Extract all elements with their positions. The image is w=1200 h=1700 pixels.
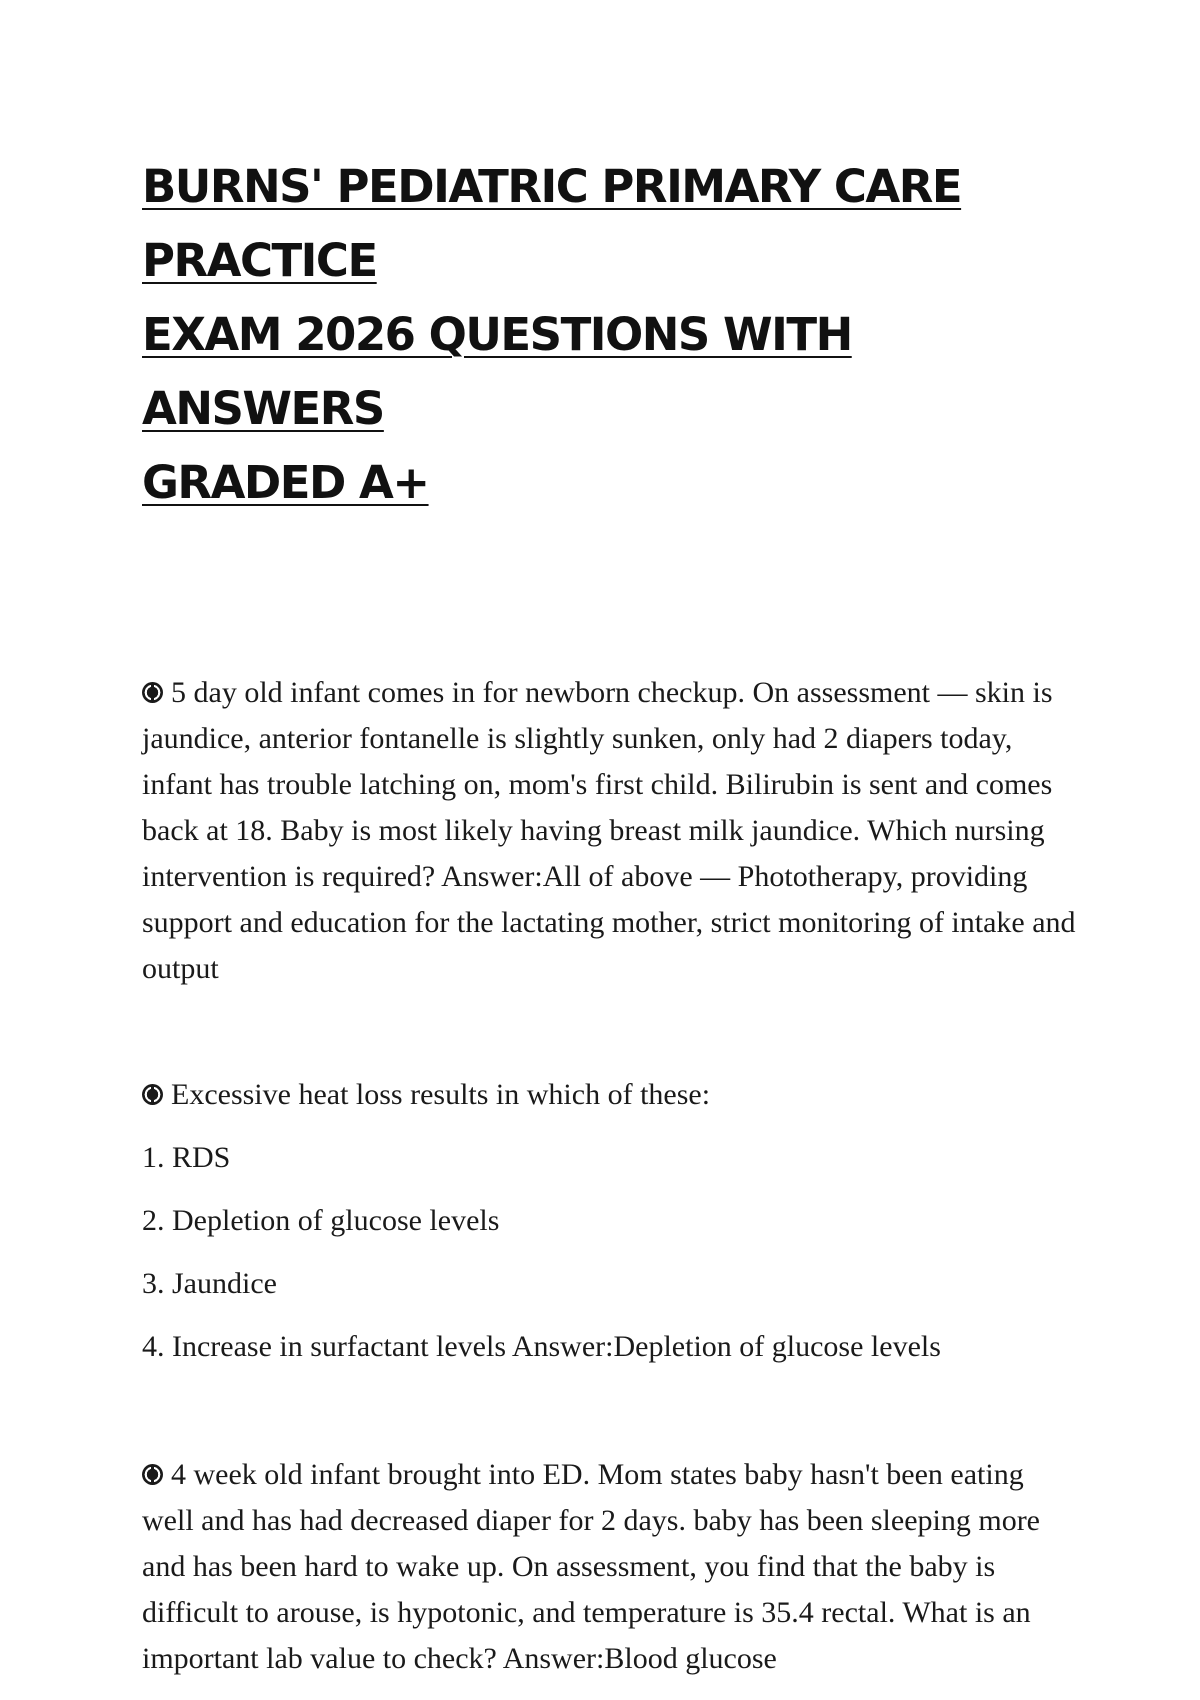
title-line-2: EXAM 2026 QUESTIONS WITH ANSWERS (142, 308, 852, 435)
question-1 (142, 670, 1082, 992)
question-3-text: 4 week old infant brought into ED. Mom states baby hasn't been eating well and has had decreased diaper for 2 days. baby has been sleeping more and has been hard to wake up. On assessment, you find that the baby is difficult to arouse, is hypotonic, and temperature is 35.4 rectal. What is an important lab value to check? Answer:Blood glucose (142, 1458, 1040, 1675)
question-2-option-3: 3. Jaundice (142, 1267, 277, 1300)
title-line-1: BURNS' PEDIATRIC PRIMARY CARE PRACTICE (142, 160, 962, 287)
bullet-icon (142, 1084, 163, 1105)
title-line-3: GRADED A+ (142, 456, 429, 509)
question-2 (142, 1072, 1082, 1370)
document-title (142, 150, 1082, 520)
question-3 (142, 1452, 1082, 1682)
document-page (142, 150, 1082, 1682)
bullet-icon (142, 1464, 163, 1485)
question-1-text: 5 day old infant comes in for newborn checkup. On assessment — skin is jaundice, anterior fontanelle is slightly sunken, only had 2 diapers today, infant has trouble latching on, mom's first child. Bilirubin is sent and comes back at 18. Baby is most likely having breast milk jaundice. Which nursing intervention is required? Answer:All of above — Phototherapy, providing support and education for the lactating mother, strict monitoring of intake and output (142, 676, 1076, 985)
bullet-icon (142, 682, 163, 703)
question-2-option-4: 4. Increase in surfactant levels Answer:Depletion of glucose levels (142, 1330, 941, 1363)
question-2-option-1: 1. RDS (142, 1141, 231, 1174)
question-2-text: Excessive heat loss results in which of these: (171, 1078, 711, 1111)
question-2-option-2: 2. Depletion of glucose levels (142, 1204, 500, 1237)
